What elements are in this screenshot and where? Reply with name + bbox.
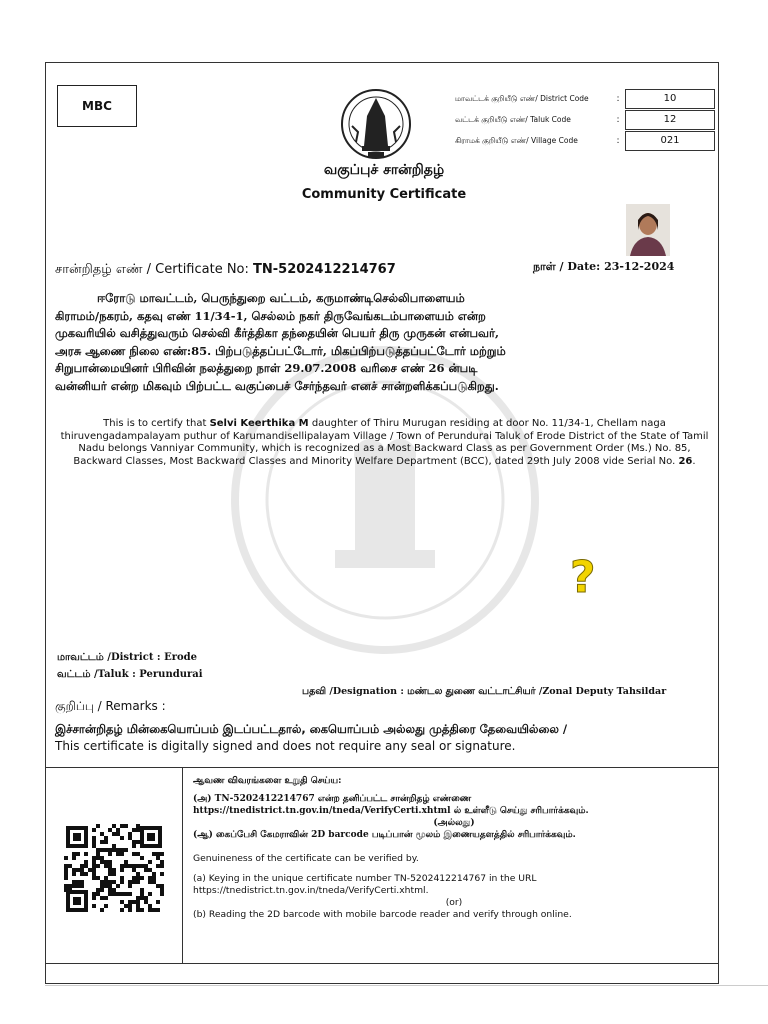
date-label: நாள் / Date:	[533, 260, 601, 273]
certificate-date: 23-12-2024	[604, 260, 675, 273]
taluk-code-label: வட்டக் குறியீடு எண்/ Taluk Code	[455, 114, 571, 124]
verification-divider	[182, 767, 183, 964]
verify-option-b-tamil: (ஆ) கைப்பேசி கேமராவின் 2D barcode படிப்பான் மூலம் இணையதளத்தில் சரிபார்க்கவும்.	[193, 830, 576, 840]
qr-code-icon[interactable]	[64, 824, 164, 914]
verify-option-b-english: (b) Reading the 2D barcode with mobile barcode reader and verify through online.	[193, 909, 572, 920]
district-code-label: மாவட்டக் குறியீடு எண்/ District Code	[455, 93, 589, 103]
remarks-label: குறிப்பு / Remarks :	[55, 699, 166, 713]
applicant-name: Selvi Keerthika M	[209, 418, 309, 429]
english-part-2: daughter of Thiru Murugan residing at door No. 11/34-1, Chellam naga thiruvengadampalayam puthur of Karumandisellipalayam Village / Town of Perundurai Taluk of Erode District of the State of Tamil Nadu belongs Vanniyar Community, which is recognized as a Most Backward Class as per Government Order (Ms.) No. 85, Backward Classes, Most Backward Classes and Minority Welfare Department (BCC), dated 29th July 2008 vide Serial No.	[60, 418, 709, 467]
taluk-code-colon: :	[616, 114, 620, 125]
verify-or-tamil: (அல்லது)	[433, 818, 475, 828]
title-tamil: வகுப்புச் சான்றிதழ்	[323, 162, 445, 178]
village-code-value: 021	[625, 131, 715, 151]
verify-option-a-tamil: (அ) TN-5202412214767 என்ற தனிப்பட்ட சான்றிதழ் எண்ணை https://tnedistrict.tn.gov.in/tneda/VerifyCerti.xhtml ல் உள்ளீடு செய்து சரிபார்க்கவும்.	[193, 794, 589, 816]
tamil-line-3: முகவரியில் வசித்துவரும் செல்வி கீர்த்திகா தந்தையின் பெயர் திரு முருகன் என்பவர்,	[55, 326, 500, 340]
english-part-3: .	[692, 455, 696, 467]
tamil-line-2: கிராமம்/நகரம், கதவு எண் 11/34-1, செல்லம் நகர் திருவேங்கடம்பாளையம் என்ற	[55, 308, 486, 323]
village-code-colon: :	[616, 135, 620, 146]
page-bottom-rule	[45, 985, 768, 986]
tamil-line-6: வன்னியர் என்ற மிகவும் பிற்பட்ட வகுப்பைச் சேர்ந்தவர் எனச் சான்றளிக்கப்படுகிறது.	[55, 378, 499, 393]
taluk-code-row	[455, 109, 715, 130]
district-code-value: 10	[625, 89, 715, 109]
district-code-colon: :	[616, 93, 620, 104]
remark-tamil: இச்சான்றிதழ் மின்கையொப்பம் இடப்பட்டதால், கையொப்பம் அல்லது முத்திரை தேவையில்லை /	[55, 722, 568, 736]
remark-english: This certificate is digitally signed and does not require any seal or signature.	[55, 739, 516, 753]
question-mark-overlay: ?	[570, 552, 596, 603]
taluk-code-value: 12	[625, 110, 715, 130]
verify-heading-tamil: ஆவண விவரங்களை உறுதி செய்ய:	[193, 776, 342, 786]
serial-number: 26	[678, 455, 693, 467]
village-code-row	[455, 130, 715, 151]
tamil-certification-paragraph	[55, 290, 715, 395]
tamil-line-5: சிறுபான்மையினர் பிரிவின் நலத்துறை நாள் 29.07.2008 வரிசை எண் 26 ன்படி	[55, 361, 478, 375]
certificate-date-line	[533, 260, 674, 275]
certificate-number-label: சான்றிதழ் எண் / Certificate No:	[55, 262, 249, 277]
english-part-1: This is to certify that	[103, 418, 210, 429]
taluk-line: வட்டம் /Taluk : Perundurai	[57, 669, 203, 680]
district-code-row	[455, 88, 715, 109]
code-table	[455, 88, 715, 151]
designation-line: பதவி /Designation : மண்டல துணை வட்டாட்சியர் /Zonal Deputy Tahsildar	[302, 686, 667, 697]
applicant-photo	[626, 204, 670, 256]
government-emblem-icon	[334, 86, 418, 166]
certificate-number: TN-5202412214767	[253, 262, 396, 277]
tamil-line-4: அரசு ஆணை நிலை எண்:85. பிற்படுத்தப்பட்டோர், மிகப்பிற்படுத்தப்பட்டோர் மற்றும்	[55, 343, 506, 358]
english-certification-paragraph	[57, 418, 712, 468]
district-line: மாவட்டம் /District : Erode	[57, 652, 198, 663]
verify-heading-english: Genuineness of the certificate can be verified by.	[193, 853, 419, 864]
tamil-line-1: ஈரோடு மாவட்டம், பெருந்துறை வட்டம், கருமாண்டிசெல்லிபாளையம்	[97, 291, 465, 305]
verify-or-english: (or)	[445, 897, 463, 908]
title-english: Community Certificate	[301, 187, 467, 202]
village-code-label: கிராமக் குறியீடு எண்/ Village Code	[455, 135, 578, 145]
verification-instructions	[193, 775, 715, 921]
verify-option-a-english: (a) Keying in the unique certificate number TN-5202412214767 in the URL https://tnedistrict.tn.gov.in/tneda/VerifyCerti.xhtml.	[193, 873, 537, 896]
category-badge: MBC	[57, 85, 137, 127]
certificate-number-line	[55, 262, 396, 278]
